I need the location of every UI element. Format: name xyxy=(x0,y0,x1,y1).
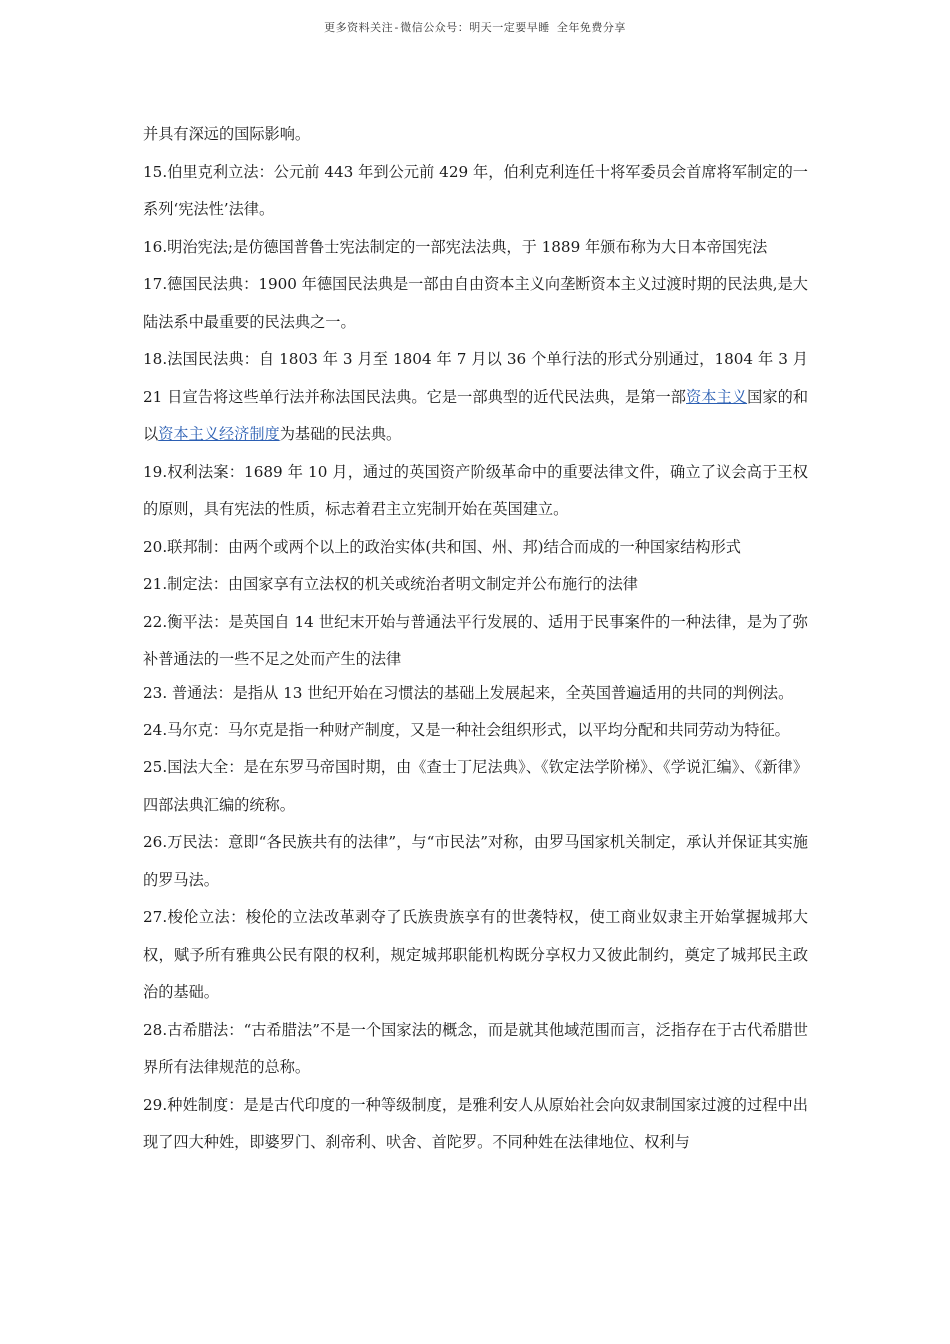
entry-17: 17.德国民法典：1900 年德国民法典是一部由自由资本主义向垄断资本主义过渡时期的民法典,是大陆法系中最重要的民法典之一。 xyxy=(143,275,808,331)
document-body xyxy=(143,116,808,1162)
link-capitalist-economic-system[interactable]: 资本主义经济制度 xyxy=(158,425,280,443)
entry-22: 22.衡平法：是英国自 14 世纪末开始与普通法平行发展的、适用于民事案件的一种法律，是为了弥补普通法的一些不足之处而产生的法律 xyxy=(143,612,808,668)
entry-26: 26.万民法：意即“各民族共有的法律”，与“市民法”对称，由罗马国家机关制定，承认并保证其实施的罗马法。 xyxy=(143,833,808,889)
entry-18-text-1: 18.法国民法典：自 1803 年 3 月至 1804 年 7 月以 36 个单行法的形式分别通过，1804 年 3 月 21 日宣告将这些单行法并称法国民法典。它是一部典型的近代民法典，是第一部 xyxy=(143,350,808,406)
entry-23: 23. 普通法：是指从 13 世纪开始在习惯法的基础上发展起来，全英国普遍适用的共同的判例法。 xyxy=(143,683,794,702)
entry-18-text-3: 为基础的民法典。 xyxy=(279,425,402,443)
entry-21: 21.制定法：由国家享有立法权的机关或统治者明文制定并公布施行的法律 xyxy=(143,575,638,593)
entry-14-tail: 并具有深远的国际影响。 xyxy=(143,125,311,143)
page-header: 更多资料关注-微信公众号：明天一定要早睡 全年免费分享 xyxy=(324,21,626,34)
entry-20: 20.联邦制：由两个或两个以上的政治实体(共和国、州、邦)结合而成的一种国家结构形式 xyxy=(143,537,741,556)
entry-27: 27.梭伦立法：梭伦的立法改革剥夺了氏族贵族享有的世袭特权，使工商业奴隶主开始掌握城邦大权，赋予所有雅典公民有限的权利，规定城邦职能机构既分享权力又彼此制约，奠定了城邦民主政治的基础。 xyxy=(143,908,808,1001)
entry-18-text-2: 国家的和以 xyxy=(143,387,809,443)
link-capitalism[interactable]: 资本主义 xyxy=(686,387,748,406)
entry-15: 15.伯里克利立法：公元前 443 年到公元前 429 年，伯利克利连任十将军委员会首席将军制定的一系列‘宪法性’法律。 xyxy=(143,162,808,218)
entry-18 xyxy=(143,341,808,454)
entry-28: 28.古希腊法：“古希腊法”不是一个国家法的概念，而是就其他域范围而言，泛指存在于古代希腊世界所有法律规范的总称。 xyxy=(143,1020,808,1076)
entry-19: 19.权利法案：1689 年 10 月，通过的英国资产阶级革命中的重要法律文件，确立了议会高于王权的原则，具有宪法的性质，标志着君主立宪制开始在英国建立。 xyxy=(143,462,808,518)
entry-24: 24.马尔克：马尔克是指一种财产制度，又是一种社会组织形式，以平均分配和共同劳动为特征。 xyxy=(143,720,790,739)
entry-16: 16.明治宪法;是仿德国普鲁士宪法制定的一部宪法法典，于 1889 年颁布称为大日本帝国宪法 xyxy=(143,237,768,256)
entry-29: 29.种姓制度：是是古代印度的一种等级制度，是雅利安人从原始社会向奴隶制国家过渡的过程中出现了四大种姓，即婆罗门、刹帝利、吠舍、首陀罗。不同种姓在法律地位、权利与 xyxy=(143,1095,808,1151)
entry-25: 25.国法大全：是在东罗马帝国时期，由《查士丁尼法典》、《钦定法学阶梯》、《学说汇编》、《新律》四部法典汇编的统称。 xyxy=(143,758,808,814)
